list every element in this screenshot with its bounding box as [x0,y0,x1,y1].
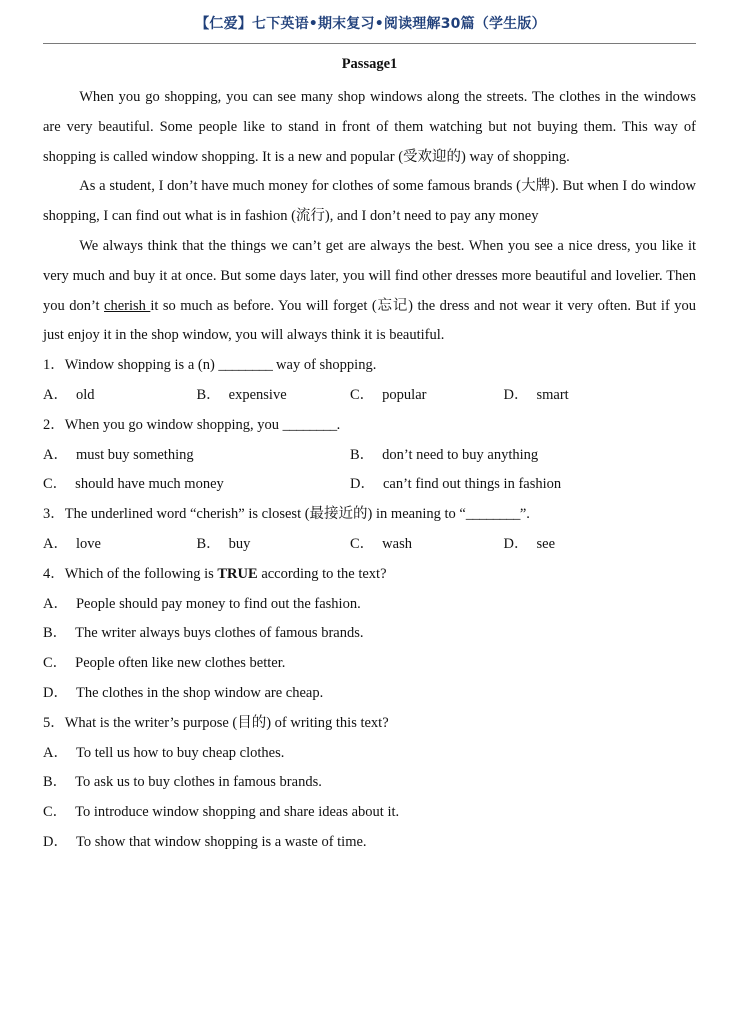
option-letter: D． [350,476,375,493]
paragraph-3-text-before: We always think that the things we can’t get are always the best. When you see a nice dress, you like it very much and buy it at once. But some days later, you will find other dresses more beautiful and lovelier. Then you don’t [43,237,696,314]
question-text: The underlined word “cherish” is closest (最接近的) in meaning to “ [64,506,466,523]
option-letter: B． [350,446,375,463]
option-c[interactable] [43,470,350,500]
option-c[interactable] [43,798,696,828]
question-number: 5． [43,714,65,731]
question-number: 2． [43,416,65,433]
answer-blank: ________ [218,357,273,374]
option-d[interactable] [43,679,696,709]
option-text: To introduce window shopping and share ideas about it. [75,804,400,821]
option-d[interactable] [504,530,658,560]
option-letter: D． [43,684,68,701]
option-b[interactable] [43,619,696,649]
answer-blank: ________ [465,506,520,523]
question-number: 4． [43,565,65,582]
question-number: 1． [43,357,65,374]
option-letter: A． [43,535,68,552]
option-letter: B． [43,625,68,642]
header-divider [43,43,696,44]
option-letter: C． [43,804,68,821]
option-b[interactable] [43,768,696,798]
option-a[interactable] [43,530,197,560]
underlined-word-cherish: cherish [104,297,151,314]
option-text: can’t find out things in fashion [382,476,562,493]
option-text: wash [382,535,412,552]
option-text: see [536,535,555,552]
question-1-options [43,381,696,411]
option-b[interactable] [197,381,351,411]
question-number: 3． [43,506,65,523]
question-3 [43,500,696,530]
option-c[interactable] [350,530,504,560]
paragraph-3-text-after: it so much as before. You will forget (忘记) the dress and not wear it very often. But if you just enjoy it in the shop window, you will always think it is beautiful. [43,297,696,344]
document-body [43,54,696,858]
option-text: don’t need to buy anything [382,446,539,463]
question-4 [43,560,696,590]
option-d[interactable] [350,470,657,500]
question-2 [43,411,696,441]
option-letter: D． [503,535,529,552]
option-a[interactable] [43,739,696,769]
option-b[interactable] [350,441,657,471]
question-2-options-row-1 [43,441,696,471]
option-letter: D． [503,386,529,403]
option-letter: C． [43,476,68,493]
option-text: The writer always buys clothes of famous brands. [75,625,364,642]
option-text: popular [382,386,427,403]
option-letter: A． [43,446,68,463]
option-text: buy [228,535,251,552]
question-text-end: according to the text? [257,565,387,582]
option-b[interactable] [197,530,351,560]
option-a[interactable] [43,590,696,620]
document-header-title: 【仁爱】七下英语•期末复习•阅读理解30篇（学生版） [195,16,546,32]
option-text: should have much money [75,476,224,493]
option-text: must buy something [75,446,194,463]
question-text: When you go window shopping, you [64,416,283,433]
option-text: To ask us to buy clothes in famous brands. [75,774,322,791]
option-letter: C． [350,386,375,403]
question-text: What is the writer’s purpose (目的) of writing this text? [64,714,389,731]
option-letter: C． [43,655,68,672]
question-3-options [43,530,696,560]
option-letter: B． [196,386,221,403]
option-text: People often like new clothes better. [75,655,286,672]
option-c[interactable] [43,649,696,679]
option-text: expensive [228,386,287,403]
option-text: People should pay money to find out the fashion. [75,595,361,612]
option-letter: A． [43,386,68,403]
option-letter: B． [196,535,221,552]
passage-paragraph-3 [43,232,696,351]
question-1 [43,351,696,381]
option-letter: C． [350,535,375,552]
question-text-end: . [336,416,341,433]
question-text: Window shopping is a (n) [64,357,219,374]
question-text: Which of the following is [64,565,218,582]
question-text-end: ”. [519,506,530,523]
option-letter: A． [43,744,68,761]
passage-title: Passage1 [341,56,398,72]
question-text-end: way of shopping. [272,357,377,374]
option-a[interactable] [43,441,350,471]
option-letter: A． [43,595,68,612]
option-text: smart [536,386,569,403]
option-text: old [75,386,95,403]
option-text: love [75,535,101,552]
option-d[interactable] [43,828,696,858]
option-c[interactable] [350,381,504,411]
option-text: To tell us how to buy cheap clothes. [75,744,285,761]
passage-paragraph-2: As a student, I don’t have much money for clothes of some famous brands (大牌). But when I do window shopping, I can find out what is in fashion (流行), and I don’t need to pay any money [43,178,696,225]
emphasis-true: TRUE [217,565,258,582]
option-a[interactable] [43,381,197,411]
option-letter: D． [43,833,68,850]
option-text: To show that window shopping is a waste of time. [75,833,367,850]
question-5 [43,709,696,739]
option-d[interactable] [504,381,658,411]
option-text: The clothes in the shop window are cheap. [75,684,324,701]
question-2-options-row-2 [43,470,696,500]
passage-paragraph-1: When you go shopping, you can see many shop windows along the streets. The clothes in the windows are very beautiful. Some people like to stand in front of them watching but not buying them. This way of shopping is called window shopping. It is a new and popular (受欢迎的) way of shopping. [43,89,696,165]
option-letter: B． [43,774,68,791]
answer-blank: ________ [282,416,337,433]
